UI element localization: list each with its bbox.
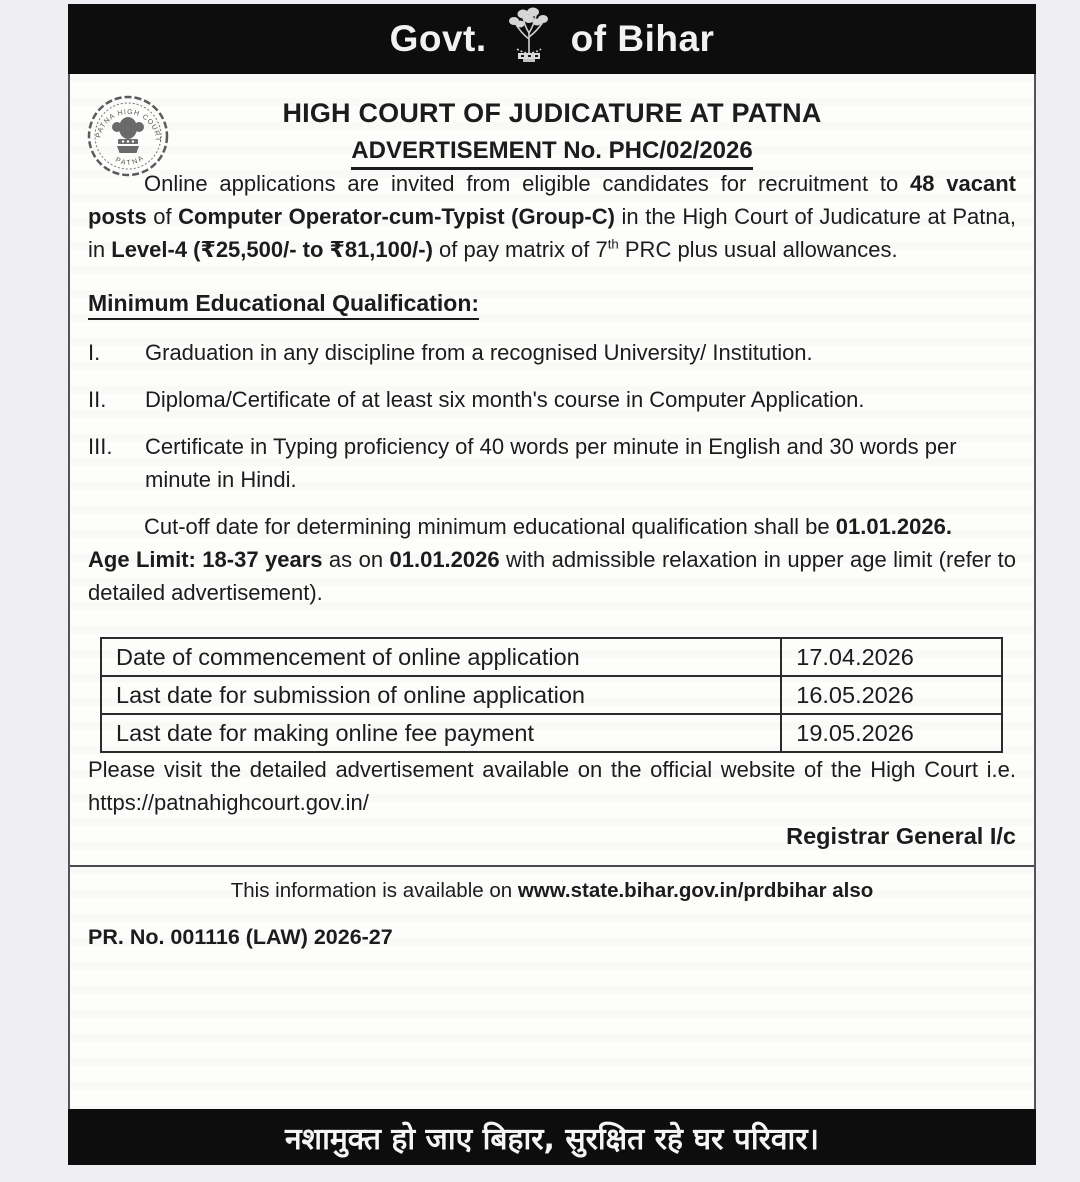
patna-high-court-seal-icon bbox=[86, 90, 170, 187]
intro-paragraph: Online applications are invited from eligible candidates for recruitment to 48 vacant posts of Computer Operator-cum-Typist (Group-C) in the High Court of Judicature at Patna, in Level-4 (₹25,500/- to ₹81,100/-) of pay matrix of 7th PRC plus usual allowances. bbox=[88, 171, 1016, 262]
table-row bbox=[101, 676, 1002, 714]
hindi-slogan: नशामुक्त हो जाए बिहार, सुरक्षित रहे घर परिवार। bbox=[285, 1121, 819, 1157]
pr-number: PR. No. 001116 (LAW) 2026-27 bbox=[88, 925, 393, 949]
publication-info: This information is available on www.state.bihar.gov.in/prdbihar also bbox=[230, 879, 874, 902]
row-date-cell: 16.05.2026 bbox=[781, 676, 1002, 714]
table-row bbox=[101, 638, 1002, 676]
schedule-table bbox=[100, 637, 1003, 753]
item-text: Certificate in Typing proficiency of 40 words per minute in English and 30 words per minute in Hindi. bbox=[145, 434, 957, 492]
item-numeral: II. bbox=[88, 387, 107, 412]
item-numeral: I. bbox=[88, 340, 101, 365]
qualification-item bbox=[88, 336, 1016, 369]
bihar-emblem-icon bbox=[503, 7, 555, 72]
row-date-cell: 19.05.2026 bbox=[781, 714, 1002, 752]
row-label-cell: Last date for making online fee payment bbox=[101, 714, 781, 752]
court-title: HIGH COURT OF JUDICATURE AT PATNA bbox=[282, 98, 822, 128]
govt-banner-text-right: of Bihar bbox=[570, 18, 715, 59]
svg-text:PATNA: PATNA bbox=[114, 153, 147, 167]
age-limit-paragraph: Age Limit: 18-37 years as on 01.01.2026 with admissible relaxation in upper age limit (refer to detailed advertisement). bbox=[88, 547, 1017, 605]
registrar-signature: Registrar General I/c bbox=[786, 823, 1016, 849]
item-text: Graduation in any discipline from a recognised University/ Institution. bbox=[145, 340, 813, 365]
cutoff-paragraph: Cut-off date for determining minimum educational qualification shall be 01.01.2026. bbox=[144, 514, 952, 539]
ad-sheet bbox=[68, 74, 1036, 1109]
advertisement-number-line bbox=[88, 137, 1016, 167]
advertisement-number: ADVERTISEMENT No. PHC/02/2026 bbox=[351, 137, 752, 170]
qualification-item bbox=[88, 430, 1016, 496]
slogan-banner bbox=[68, 1109, 1036, 1165]
row-date-cell: 17.04.2026 bbox=[781, 638, 1002, 676]
qualification-heading: Minimum Educational Qualification: bbox=[88, 290, 1016, 320]
item-numeral: III. bbox=[88, 434, 113, 459]
qualification-list bbox=[88, 336, 1016, 496]
footer-divider bbox=[70, 865, 1034, 867]
table-row bbox=[101, 714, 1002, 752]
row-label-cell: Last date for submission of online application bbox=[101, 676, 781, 714]
row-label-cell: Date of commencement of online application bbox=[101, 638, 781, 676]
govt-banner-text-left: Govt. bbox=[389, 18, 487, 59]
visit-note: Please visit the detailed advertisement available on the official website of the High Court i.e. https://patnahighcourt.gov.in/ bbox=[88, 757, 1016, 815]
qualification-item bbox=[88, 383, 1016, 416]
advertisement-container bbox=[68, 4, 1036, 1165]
govt-banner bbox=[68, 4, 1036, 74]
item-text: Diploma/Certificate of at least six month's course in Computer Application. bbox=[145, 387, 865, 412]
svg-text:PATNA HIGH COURT: PATNA HIGH COURT bbox=[95, 108, 162, 143]
